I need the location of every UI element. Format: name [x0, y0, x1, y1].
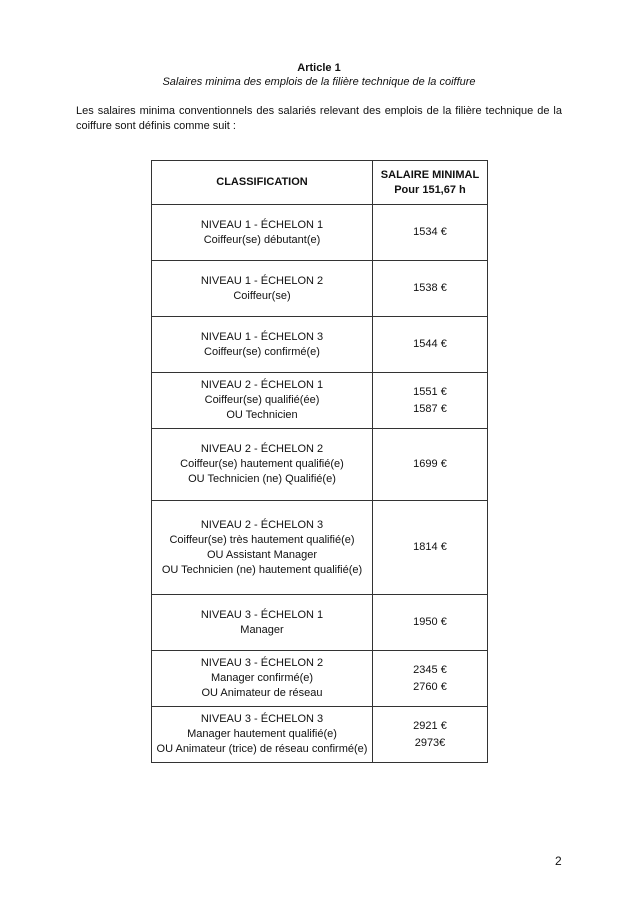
salary-value: 1538 €	[413, 282, 447, 294]
salary-value: 1699 €	[413, 458, 447, 470]
article-subtitle: Salaires minima des emplois de la filière technique de la coiffure	[162, 76, 476, 88]
classification-cell	[152, 651, 373, 707]
salary-table	[151, 160, 488, 763]
header-salaire	[373, 161, 488, 205]
salary-value: 1534 €	[413, 226, 447, 238]
classification-line: Coiffeur(se) débutant(e)	[203, 233, 321, 246]
table-row	[152, 595, 488, 651]
classification-line: NIVEAU 3 - ÉCHELON 3	[200, 713, 324, 725]
salary-cell	[373, 651, 488, 707]
salary-cell	[373, 261, 488, 317]
header-salaire-line2: Pour 151,67 h	[394, 183, 466, 196]
classification-line: NIVEAU 2 - ÉCHELON 2	[200, 443, 324, 455]
classification-line: OU Technicien (ne) Qualifié(e)	[188, 473, 336, 485]
salary-cell	[373, 317, 488, 373]
table-row	[152, 205, 488, 261]
classification-line: OU Technicien	[226, 409, 298, 421]
table-header-row	[152, 161, 488, 205]
classification-line: OU Animateur (trice) de réseau confirmé(e)	[156, 743, 368, 755]
classification-line: NIVEAU 1 - ÉCHELON 2	[200, 274, 324, 287]
classification-line: NIVEAU 2 - ÉCHELON 3	[200, 518, 324, 531]
classification-line: Manager hautement qualifié(e)	[187, 728, 337, 740]
table-row	[152, 317, 488, 373]
classification-line: NIVEAU 3 - ÉCHELON 2	[200, 657, 324, 669]
salary-value: 2921 €	[413, 719, 447, 732]
classification-cell	[152, 317, 373, 373]
salary-cell	[373, 429, 488, 501]
classification-line: Coiffeur(se)	[233, 289, 291, 302]
classification-line: Coiffeur(se) confirmé(e)	[204, 345, 320, 358]
table-body	[152, 205, 488, 763]
intro-paragraph: Les salaires minima conventionnels des salariés relevant des emplois de la filière technique de la coiffure sont définis comme suit :	[76, 105, 562, 132]
salary-cell	[373, 707, 488, 763]
classification-cell	[152, 429, 373, 501]
classification-line: NIVEAU 1 - ÉCHELON 1	[200, 218, 324, 231]
header-salaire-line1: SALAIRE MINIMAL	[380, 168, 480, 181]
classification-line: Manager confirmé(e)	[210, 672, 314, 684]
table-row	[152, 707, 488, 763]
salary-value: 1814 €	[413, 541, 447, 553]
salary-cell	[373, 501, 488, 595]
classification-line: Coiffeur(se) très hautement qualifié(e)	[169, 533, 355, 546]
classification-line: Manager	[240, 623, 284, 636]
classification-cell	[152, 707, 373, 763]
salary-value: 1544 €	[413, 338, 447, 350]
classification-line: OU Assistant Manager	[206, 548, 318, 561]
salary-value: 1950 €	[413, 616, 447, 628]
salary-value: 1551 €	[413, 385, 447, 398]
salary-cell	[373, 595, 488, 651]
classification-line: OU Animateur de réseau	[201, 687, 323, 699]
table-row	[152, 261, 488, 317]
salary-cell	[373, 205, 488, 261]
salary-value: 2760 €	[413, 680, 447, 693]
classification-cell	[152, 205, 373, 261]
classification-cell	[152, 595, 373, 651]
table-row	[152, 651, 488, 707]
classification-line: NIVEAU 3 - ÉCHELON 1	[200, 608, 324, 621]
classification-line: Coiffeur(se) hautement qualifié(e)	[180, 458, 344, 470]
table-row	[152, 373, 488, 429]
salary-value: 2973€	[414, 736, 446, 749]
header-classification: CLASSIFICATION	[152, 161, 373, 205]
classification-line: NIVEAU 2 - ÉCHELON 1	[200, 379, 324, 391]
classification-line: NIVEAU 1 - ÉCHELON 3	[200, 330, 324, 343]
classification-cell	[152, 501, 373, 595]
table-row	[152, 501, 488, 595]
article-title: Article 1	[297, 62, 341, 74]
salary-cell	[373, 373, 488, 429]
page-number: 2	[555, 854, 562, 868]
classification-cell	[152, 261, 373, 317]
salary-value: 1587 €	[413, 402, 447, 415]
salary-value: 2345 €	[413, 663, 447, 676]
classification-cell	[152, 373, 373, 429]
classification-line: Coiffeur(se) qualifié(ée)	[204, 394, 320, 406]
table-row	[152, 429, 488, 501]
classification-line: OU Technicien (ne) hautement qualifié(e)	[161, 563, 363, 576]
